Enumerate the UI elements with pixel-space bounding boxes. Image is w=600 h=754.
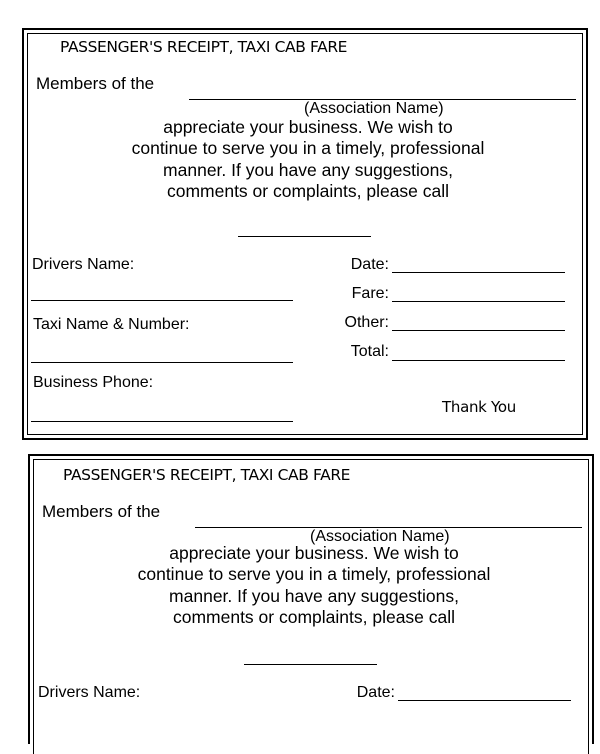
business-phone-label: Business Phone:: [33, 374, 154, 391]
message-line-4: comments or complaints, please call: [166, 181, 450, 201]
date-label: Date:: [356, 684, 395, 701]
message-line-2: continue to serve you in a timely, professional: [137, 564, 491, 584]
date-line[interactable]: [398, 700, 571, 701]
total-line[interactable]: [392, 360, 565, 361]
message-line-3: manner. If you have any suggestions,: [163, 160, 453, 180]
taxi-name-number-line[interactable]: [31, 362, 293, 363]
drivers-name-line[interactable]: [31, 300, 293, 301]
fare-line[interactable]: [392, 301, 565, 302]
drivers-name-label: Drivers Name:: [38, 684, 141, 701]
thank-you-text: Thank You: [442, 398, 516, 416]
fare-label: Fare:: [351, 285, 389, 302]
message-line-4: comments or complaints, please call: [172, 607, 456, 627]
receipt-1: [22, 28, 588, 440]
total-label: Total:: [350, 343, 389, 360]
phone-number-line[interactable]: [244, 664, 377, 665]
members-of-the-label: Members of the: [42, 502, 161, 521]
taxi-name-number-label: Taxi Name & Number:: [33, 316, 190, 333]
association-name-caption: (Association Name): [304, 100, 444, 117]
message-line-3: manner. If you have any suggestions,: [169, 586, 459, 606]
other-line[interactable]: [392, 330, 565, 331]
receipt-title: PASSENGER'S RECEIPT, TAXI CAB FARE: [63, 466, 351, 484]
date-label: Date:: [350, 256, 389, 273]
phone-number-line[interactable]: [238, 236, 371, 237]
date-line[interactable]: [392, 272, 565, 273]
association-name-caption: (Association Name): [310, 528, 450, 545]
receipt-2: [28, 454, 594, 744]
message-line-1: appreciate your business. We wish to: [163, 117, 453, 137]
other-label: Other:: [344, 314, 389, 331]
receipt-title: PASSENGER'S RECEIPT, TAXI CAB FARE: [60, 38, 348, 56]
drivers-name-label: Drivers Name:: [32, 256, 135, 273]
message-line-2: continue to serve you in a timely, professional: [131, 138, 485, 158]
message-line-1: appreciate your business. We wish to: [169, 543, 459, 563]
business-phone-line[interactable]: [31, 421, 293, 422]
members-of-the-label: Members of the: [36, 74, 155, 93]
